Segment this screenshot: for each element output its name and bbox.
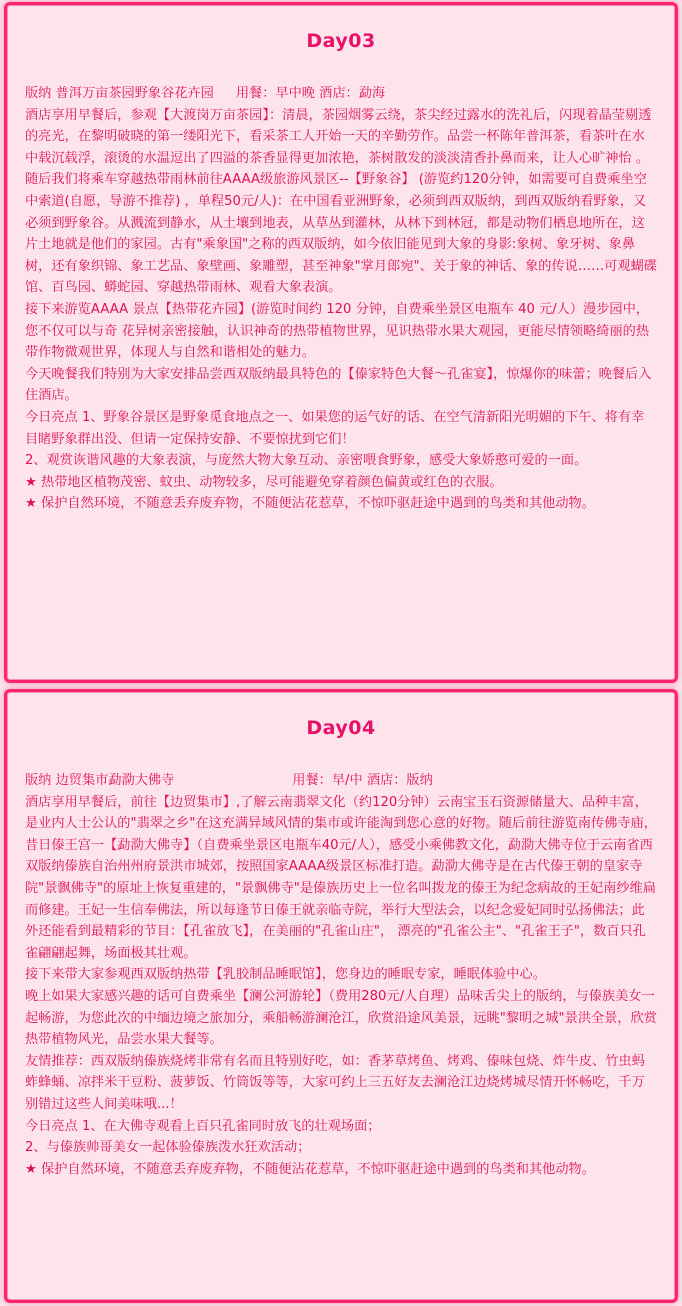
day03-paragraph-elephant-valley: 随后我们将乘车穿越热带雨林前往AAAA级旅游风景区--【野象谷】 (游览约120分钟，如需要可自费乘坐空中索道(自愿，导游不推荐) ，单程50元/人)：在中国看亚洲野象，必须到西双版纳，到西双版纳看野象，又必须到野象谷。从溅流到静水，从土壤到地表，从草丛到灌林，从林下到林冠，都是动物们栖息地所在，这片土地就是他们的家园。古有"乘象国"之称的西双版纳，如今依旧能见到大象的身影:象树、象牙树、象鼻树，还有象织锦、象工艺品、象壁画、象雕塑，甚至神象"掌月郎宛"、关于象的神话、象的传说……可观蝴碟馆、百鸟园、蟒蛇园、穿越热带雨林、观看大象表演。: [25, 172, 657, 296]
day03-hotel: 酒店：勐海: [319, 86, 386, 101]
day03-paragraph-breakfast: 酒店享用早餐后，参观【大渡岗万亩茶园】：清晨，茶园烟雾云绕，茶尖经过露水的洗礼后，闪现着晶莹剔透的亮光，在黎明破晓的第一缕阳光下，看采茶工人开始一天的辛勤劳作。品尝一杯陈年普洱茶，看茶叶在水中载沉载浮，滚烫的水温逗出了四溢的茶香显得更加浓艳，茶树散发的淡淡清香扑鼻而来，让人心旷神怡 。: [25, 107, 652, 166]
day03-body: [25, 83, 657, 515]
day04-tip-environment: ★ 保护自然环境，不随意丢弃废弃物，不随便沾花惹草，不惊吓驱赶途中遇到的鸟类和其他动物。: [25, 1161, 595, 1177]
day03-paragraph-flower-garden: 接下来游览AAAA 景点【热带花卉园】(游览时间约 120 分钟，自费乘坐景区电瓶车 40 元/人）漫步园中，您不仅可以与奇 花异树亲密接触，认识神奇的热带植物世界，见识热带水果大观园，更能尽情领略绮丽的热带作物微观世界，体现人与自然和谐相处的魅力。: [25, 301, 650, 361]
day04-hotel: 酒店：版纳: [366, 773, 433, 788]
day03-paragraph-dinner: 今天晚餐我们特别为大家安排品尝西双版纳最具特色的【傣家特色大餐～孔雀宴】，惊爆你的味蕾；晚餐后入住酒店。: [25, 366, 652, 404]
day04-paragraph-river-cruise: 晚上如果大家感兴趣的话可自费乘坐【澜公河游轮】（费用280元/人自理）品味舌尖上的版纳，与傣族美女一起畅游，为您此次的中缅边境之旅加分，乘船畅游澜沧江，欣赏沿途风美景，远眺"黎明之城"景洪全景，欣赏热带植物风光，品尝水果大餐等。: [25, 988, 657, 1048]
day04-highlight-2: 2、与傣族帅哥美女一起体验傣族泼水狂欢活动；: [25, 1140, 311, 1156]
day03-tip-insects: ★ 热带地区植物茂密、蚊虫、动物较多，尽可能避免穿着颜色偏黄或红色的衣服。: [25, 474, 503, 490]
day04-paragraph-market-temple: 酒店享用早餐后，前往【边贸集市】,了解云南翡翠文化（约120分钟）云南宝玉石资源储量大、品种丰富，是业内人士公认的"翡翠之乡"在这充满异域风情的集市或许能淘到您心意的好物。随后前往游览南传佛寺庙，昔日傣王宫一【勐泐大佛寺】（自费乘坐景区电瓶车40元/人），感受小乘佛教文化，勐泐大佛寺位于云南省西双版纳傣族自治州州府景洪市城郊，按照国家AAAA级景区标准打造。勐泐大佛寺是在古代傣王朝的皇家寺院"景飘佛寺"的原址上恢复重建的，"景飘佛寺"是傣族历史上一位名叫拨龙的傣王为纪念病故的王妃南纱维扁而修建。王妃一生信奉佛法，所以每逢节日傣王就亲临寺院，举行大型法会，以纪念爱妃同时弘扬佛法；此外还能看到最精彩的节目：【孔雀放飞】，在美丽的"孔雀山庄"， 漂亮的"孔雀公主"、"孔雀王子"，数百只孔雀翩翩起舞，场面极其壮观。: [25, 794, 657, 961]
day04-body: [25, 770, 657, 1180]
day03-highlight-2: 2、观赏诙谐风趣的大象表演，与庞然大物大象互动、亲密喂食野象，感受大象娇憨可爱的一面。: [25, 453, 588, 469]
day03-title: Day03: [306, 30, 376, 52]
day03-summary: [25, 83, 657, 105]
day04-paragraph-latex-hall: 接下来带大家参观西双版纳热带【乳胶制品睡眠馆】，您身边的睡眠专家，睡眠体验中心。: [25, 967, 546, 983]
day04-highlight-1: 今日亮点 1、在大佛寺观看上百只孔雀同时放飞的壮观场面；: [25, 1118, 381, 1134]
day03-highlight-1: 今日亮点 1、野象谷景区是野象觅食地点之一、如果您的运气好的话、在空气清新阳光明媚的下午、将有幸目睹野象群出没、但请一定保持安静、不要惊扰到它们！: [25, 409, 645, 447]
day04-meals: 用餐：早/中: [292, 773, 363, 788]
day03-card: [4, 2, 678, 683]
day03-meals: 用餐：早中晚: [235, 86, 315, 101]
day04-title: Day04: [306, 717, 376, 739]
day04-summary: [25, 770, 657, 792]
day04-paragraph-food-tips: 友情推荐：西双版纳傣族烧烤非常有名而且特别好吃，如：香茅草烤鱼、烤鸡、傣味包烧、炸牛皮、竹虫蚂蚱蜂蛹、凉拌米干豆粉、菠萝饭、竹筒饭等等，大家可约上三五好友去澜沧江边烧烤城尽情开怀畅吃，千万别错过这些人间美味哦...！: [25, 1053, 645, 1112]
day03-route: 版纳 普洱万亩茶园野象谷花卉园: [25, 86, 214, 101]
day03-tip-environment: ★ 保护自然环境，不随意丢弃废弃物，不随便沾花惹草，不惊吓驱赶途中遇到的鸟类和其他动物。: [25, 496, 595, 512]
day04-card: [4, 689, 678, 1303]
day04-route: 版纳 边贸集市勐泐大佛寺: [25, 773, 175, 788]
